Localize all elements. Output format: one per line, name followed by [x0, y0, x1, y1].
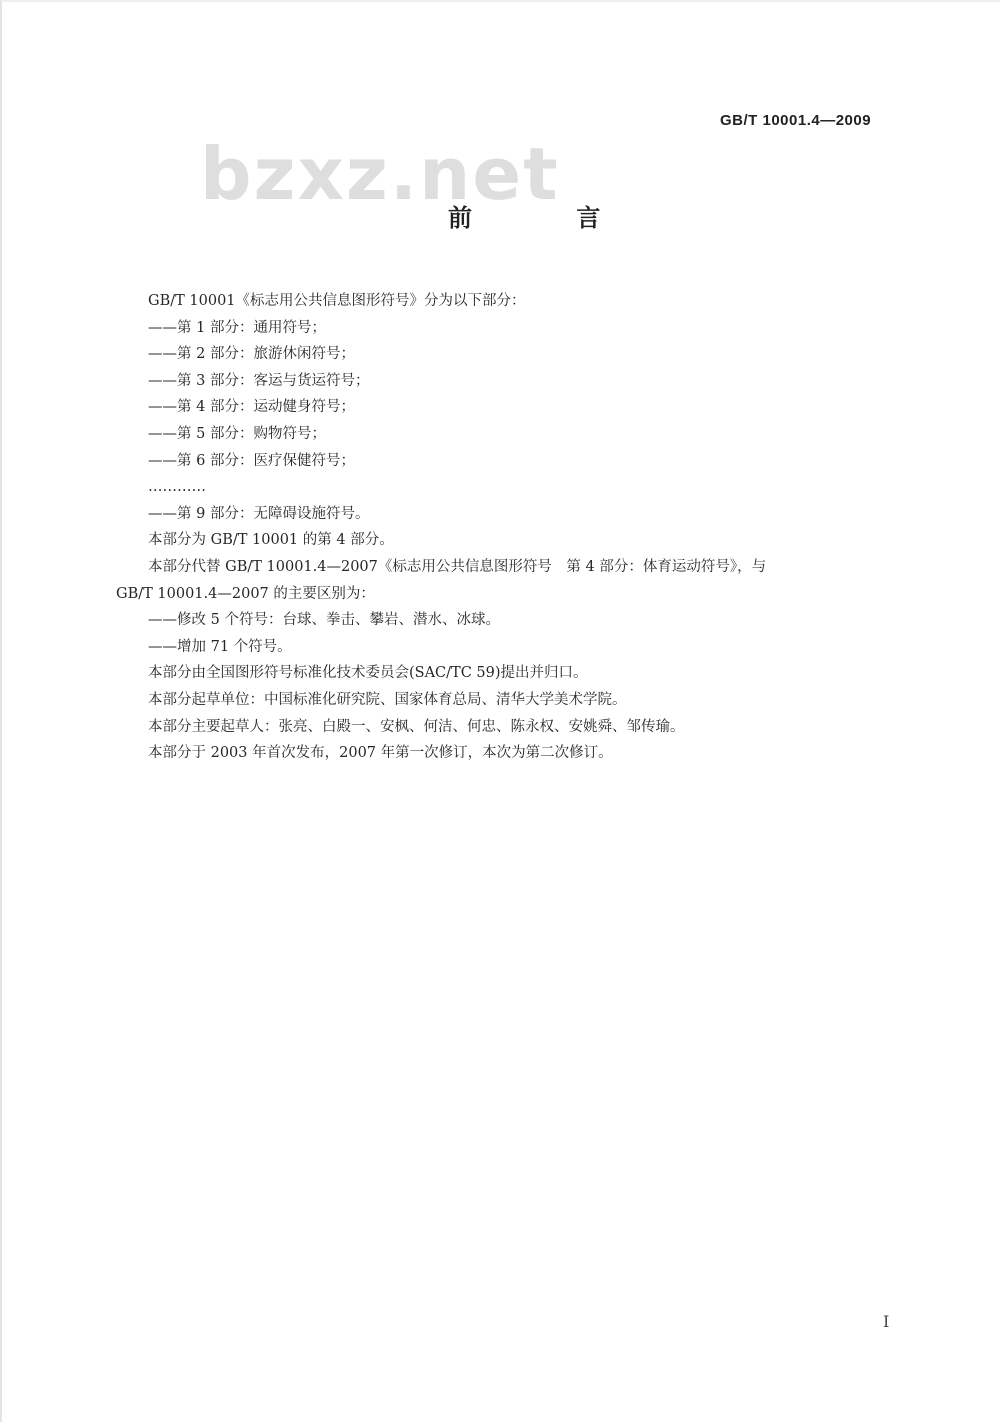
list-item-part-4: ——第 4 部分：运动健身符号； — [148, 399, 355, 416]
paragraph-replaces-continued: GB/T 10001.4—2007 的主要区别为： — [116, 585, 375, 602]
paragraph-proposed-by: 本部分由全国图形符号标准化技术委员会(SAC/TC 59)提出并归口。 — [148, 665, 588, 682]
list-ellipsis: ………… — [148, 479, 206, 496]
list-item-part-9: ——第 9 部分：无障碍设施符号。 — [148, 505, 370, 522]
list-item-part-2: ——第 2 部分：旅游休闲符号； — [148, 346, 355, 363]
list-item-modified: ——修改 5 个符号：台球、拳击、攀岩、潜水、冰球。 — [148, 612, 500, 629]
paragraph-history: 本部分于 2003 年首次发布，2007 年第一次修订，本次为第二次修订。 — [148, 745, 613, 762]
preface-body — [116, 288, 906, 767]
paragraph-drafters: 本部分主要起草人：张亮、白殿一、安枫、何洁、何忠、陈永权、安姚舜、邹传瑜。 — [148, 718, 685, 735]
paragraph-scope: 本部分为 GB/T 10001 的第 4 部分。 — [148, 532, 394, 549]
standard-code: GB/T 10001.4—2009 — [720, 112, 872, 129]
paragraph-replaces: 本部分代替 GB/T 10001.4—2007《标志用公共信息图形符号 第 4 部分：体育运动符号》，与 — [148, 558, 767, 575]
watermark: bzxz.net — [200, 132, 560, 216]
paragraph-intro: GB/T 10001《标志用公共信息图形符号》分为以下部分： — [148, 293, 526, 309]
page-title: 前 言 — [448, 204, 649, 232]
paragraph-drafting-units: 本部分起草单位：中国标准化研究院、国家体育总局、清华大学美术学院。 — [148, 691, 627, 708]
list-item-added: ——增加 71 个符号。 — [148, 638, 292, 655]
list-item-part-1: ——第 1 部分：通用符号； — [148, 319, 326, 336]
list-item-part-3: ——第 3 部分：客运与货运符号； — [148, 372, 370, 389]
list-item-part-6: ——第 6 部分：医疗保健符号； — [148, 452, 355, 469]
page-number: I — [883, 1312, 890, 1331]
list-item-part-5: ——第 5 部分：购物符号； — [148, 425, 326, 442]
